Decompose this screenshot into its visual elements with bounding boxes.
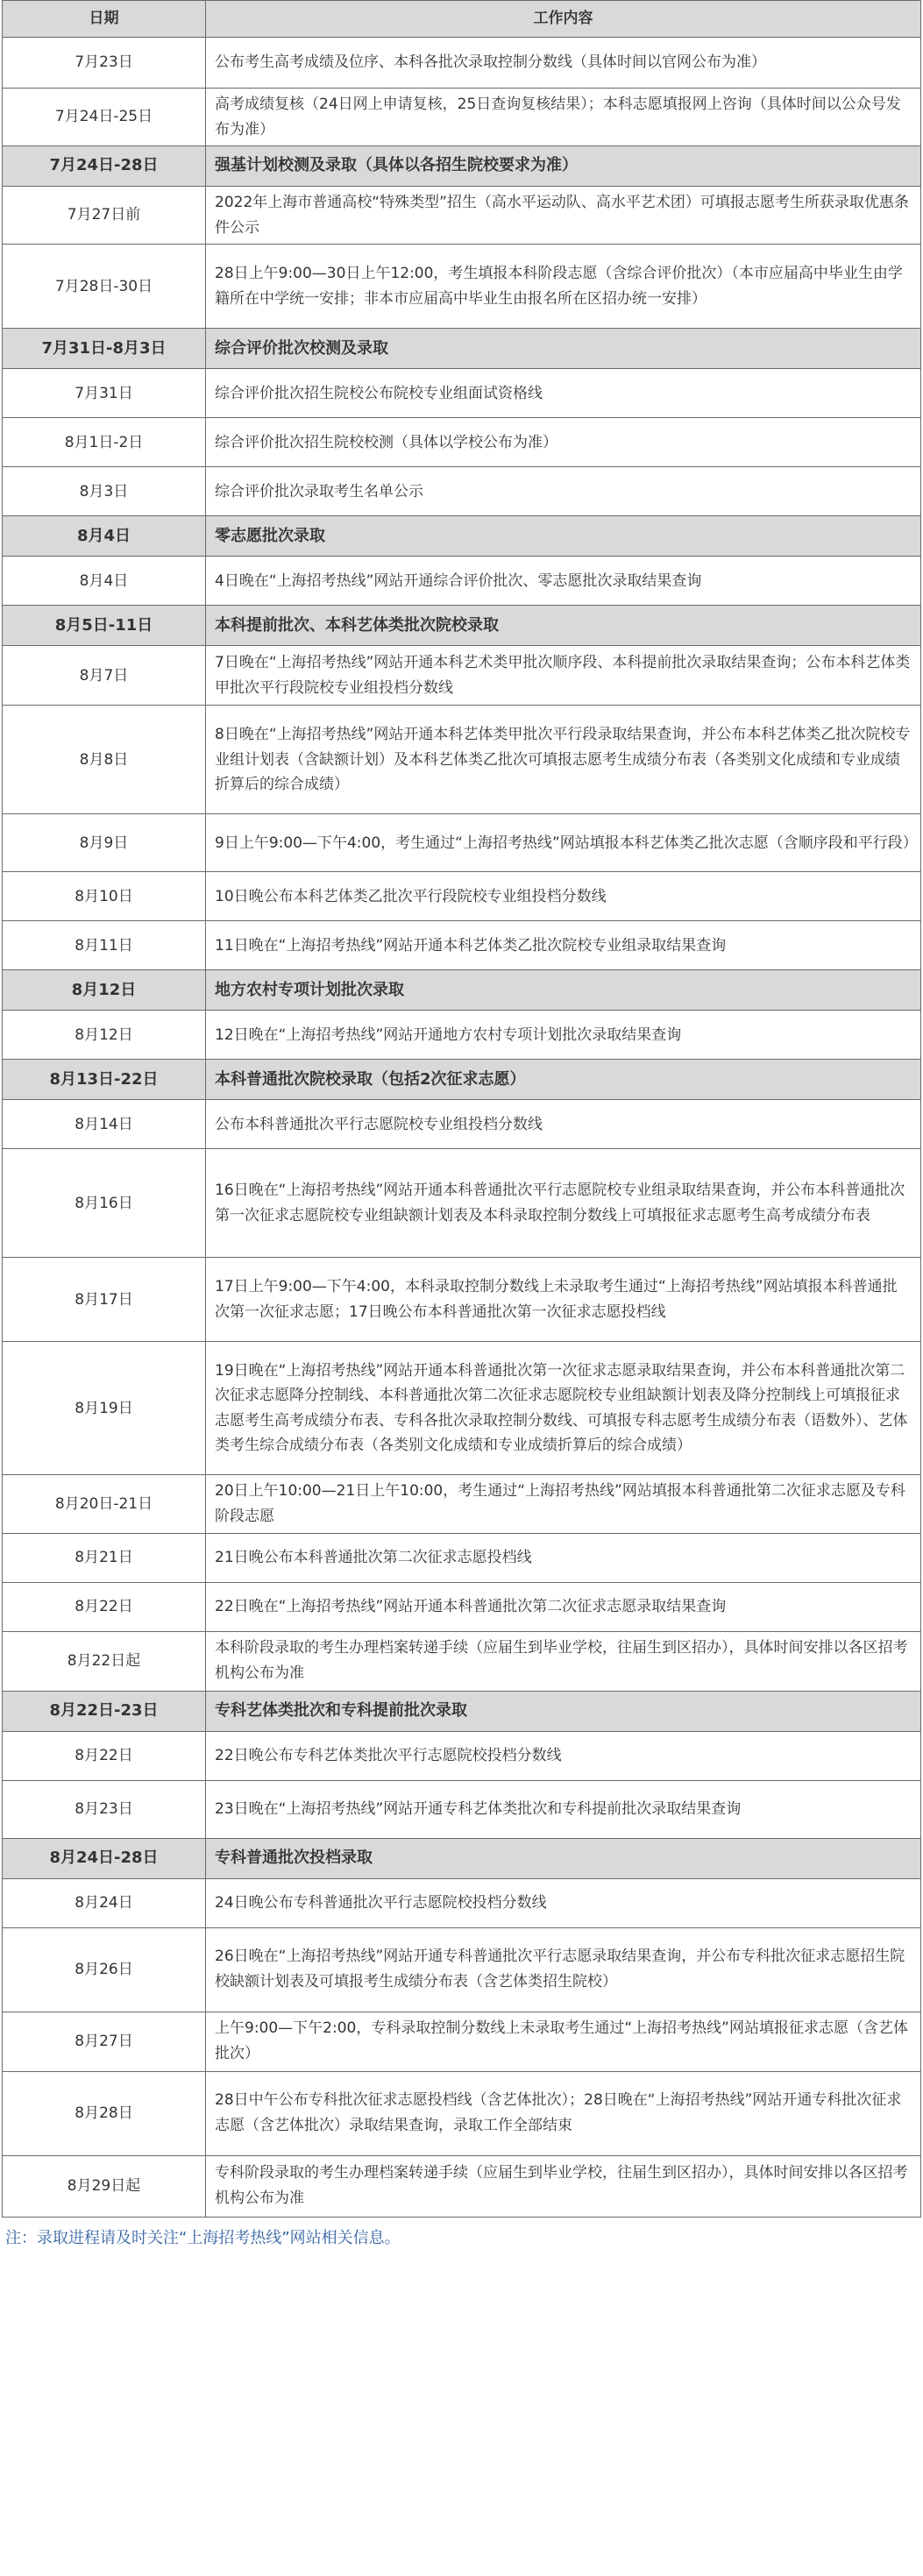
date-cell: 8月19日: [3, 1342, 206, 1475]
content-cell: 地方农村专项计划批次录取: [206, 970, 921, 1011]
content-cell: 26日晚在“上海招考热线”网站开通专科普通批次平行志愿录取结果查询，并公布专科批次征求志愿招生院校缺额计划表及可填报考生成绩分布表（含艺体类招生院校）: [206, 1927, 921, 2012]
table-row: [3, 1258, 921, 1342]
content-cell: 4日晚在“上海招考热线”网站开通综合评价批次、零志愿批次录取结果查询: [206, 557, 921, 606]
table-row: [3, 467, 921, 516]
section-row: [3, 1691, 921, 1731]
content-cell: 19日晚在“上海招考热线”网站开通本科普通批次第一次征求志愿录取结果查询，并公布本科普通批次第二次征求志愿降分控制线、本科普通批次第二次征求志愿院校专业组缺额计划表及降分控制线上可填报征求志愿考生高考成绩分布表、专科各批次录取控制分数线、可填报专科志愿考生成绩分布表（语数外）、艺体类考生综合成绩分布表（各类别文化成绩和专业成绩折算后的综合成绩）: [206, 1342, 921, 1475]
content-cell: 2022年上海市普通高校“特殊类型”招生（高水平运动队、高水平艺术团）可填报志愿考生所获录取优惠条件公示: [206, 187, 921, 245]
date-cell: 7月24日-25日: [3, 89, 206, 146]
section-row: [3, 329, 921, 369]
date-cell: 8月21日: [3, 1533, 206, 1582]
table-row: [3, 2155, 921, 2217]
content-cell: 综合评价批次录取考生名单公示: [206, 467, 921, 516]
table-row: [3, 89, 921, 146]
content-cell: 16日晚在“上海招考热线”网站开通本科普通批次平行志愿院校专业组录取结果查询，并公布本科普通批次第一次征求志愿院校专业组缺额计划表及本科录取控制分数线上可填报征求志愿考生高考成绩分布表: [206, 1149, 921, 1258]
date-cell: 8月3日: [3, 467, 206, 516]
date-cell: 8月12日: [3, 1011, 206, 1060]
content-cell: 17日上午9:00—下午4:00，本科录取控制分数线上未录取考生通过“上海招考热线”网站填报本科普通批次第一次征求志愿；17日晚公布本科普通批次第一次征求志愿投档线: [206, 1258, 921, 1342]
header-date: 日期: [3, 1, 206, 38]
date-cell: 7月28日-30日: [3, 245, 206, 329]
content-cell: 21日晚公布本科普通批次第二次征求志愿投档线: [206, 1533, 921, 1582]
table-row: [3, 1582, 921, 1631]
date-cell: 8月17日: [3, 1258, 206, 1342]
date-cell: 7月31日-8月3日: [3, 329, 206, 369]
table-row: [3, 1149, 921, 1258]
date-cell: 8月1日-2日: [3, 418, 206, 467]
content-cell: 综合评价批次招生院校校测（具体以学校公布为准）: [206, 418, 921, 467]
content-cell: 本科普通批次院校录取（包括2次征求志愿）: [206, 1060, 921, 1100]
content-cell: 24日晚公布专科普通批次平行志愿院校投档分数线: [206, 1878, 921, 1927]
footnote: 注：录取进程请及时关注“上海招考热线”网站相关信息。: [5, 2228, 401, 2247]
table-row: [3, 814, 921, 872]
date-cell: 8月12日: [3, 970, 206, 1011]
date-cell: 8月26日: [3, 1927, 206, 2012]
table-row: [3, 1878, 921, 1927]
date-cell: 8月8日: [3, 706, 206, 814]
date-cell: 8月22日-23日: [3, 1691, 206, 1731]
date-cell: 8月4日: [3, 557, 206, 606]
content-cell: 专科普通批次投档录取: [206, 1838, 921, 1878]
content-cell: 公布本科普通批次平行志愿院校专业组投档分数线: [206, 1100, 921, 1149]
content-cell: 零志愿批次录取: [206, 516, 921, 557]
table-row: [3, 921, 921, 970]
date-cell: 8月7日: [3, 646, 206, 706]
date-cell: 8月22日: [3, 1582, 206, 1631]
table-row: [3, 245, 921, 329]
table-row: [3, 1100, 921, 1149]
date-cell: 8月16日: [3, 1149, 206, 1258]
content-cell: 本科阶段录取的考生办理档案转递手续（应届生到毕业学校，往届生到区招办），具体时间安排以各区招考机构公布为准: [206, 1631, 921, 1691]
date-cell: 8月24日-28日: [3, 1838, 206, 1878]
content-cell: 12日晚在“上海招考热线”网站开通地方农村专项计划批次录取结果查询: [206, 1011, 921, 1060]
content-cell: 11日晚在“上海招考热线”网站开通本科艺体类乙批次院校专业组录取结果查询: [206, 921, 921, 970]
content-cell: 20日上午10:00—21日上午10:00，考生通过“上海招考热线”网站填报本科普通批第二次征求志愿及专科阶段志愿: [206, 1475, 921, 1533]
table-row: [3, 1533, 921, 1582]
table-row: [3, 557, 921, 606]
section-row: [3, 516, 921, 557]
table-row: [3, 1011, 921, 1060]
content-cell: 10日晚公布本科艺体类乙批次平行段院校专业组投档分数线: [206, 872, 921, 921]
section-row: [3, 970, 921, 1011]
date-cell: 8月4日: [3, 516, 206, 557]
date-cell: 7月23日: [3, 38, 206, 89]
date-cell: 8月27日: [3, 2012, 206, 2071]
date-cell: 7月31日: [3, 369, 206, 418]
table-row: [3, 872, 921, 921]
content-cell: 28日中午公布专科批次征求志愿投档线（含艺体批次）；28日晚在“上海招考热线”网站开通专科批次征求志愿（含艺体批次）录取结果查询，录取工作全部结束: [206, 2071, 921, 2155]
date-cell: 8月11日: [3, 921, 206, 970]
table-row: [3, 1342, 921, 1475]
content-cell: 专科阶段录取的考生办理档案转递手续（应届生到毕业学校，往届生到区招办），具体时间安排以各区招考机构公布为准: [206, 2155, 921, 2217]
content-cell: 综合评价批次校测及录取: [206, 329, 921, 369]
date-cell: 8月24日: [3, 1878, 206, 1927]
date-cell: 8月29日起: [3, 2155, 206, 2217]
content-cell: 高考成绩复核（24日网上申请复核，25日查询复核结果）；本科志愿填报网上咨询（具体时间以公众号发布为准）: [206, 89, 921, 146]
date-cell: 8月23日: [3, 1780, 206, 1838]
date-cell: 8月10日: [3, 872, 206, 921]
table-header-row: [3, 1, 921, 38]
content-cell: 8日晚在“上海招考热线”网站开通本科艺体类甲批次平行段录取结果查询，并公布本科艺体类乙批次院校专业组计划表（含缺额计划）及本科艺体类乙批次可填报志愿考生成绩分布表（各类别文化成绩和专业成绩折算后的综合成绩）: [206, 706, 921, 814]
content-cell: 公布考生高考成绩及位序、本科各批次录取控制分数线（具体时间以官网公布为准）: [206, 38, 921, 89]
date-cell: 8月22日起: [3, 1631, 206, 1691]
date-cell: 8月13日-22日: [3, 1060, 206, 1100]
admission-schedule-table: [2, 0, 921, 2218]
content-cell: 22日晚公布专科艺体类批次平行志愿院校投档分数线: [206, 1731, 921, 1780]
content-cell: 本科提前批次、本科艺体类批次院校录取: [206, 606, 921, 646]
section-row: [3, 146, 921, 187]
table-row: [3, 1631, 921, 1691]
table-row: [3, 1475, 921, 1533]
table-row: [3, 38, 921, 89]
table-row: [3, 1731, 921, 1780]
table-row: [3, 418, 921, 467]
content-cell: 上午9:00—下午2:00，专科录取控制分数线上未录取考生通过“上海招考热线”网站填报征求志愿（含艺体批次）: [206, 2012, 921, 2071]
date-cell: 8月9日: [3, 814, 206, 872]
table-row: [3, 187, 921, 245]
table-body: [3, 38, 921, 2218]
section-row: [3, 606, 921, 646]
section-row: [3, 1060, 921, 1100]
date-cell: 7月27日前: [3, 187, 206, 245]
header-content: 工作内容: [206, 1, 921, 38]
table-row: [3, 706, 921, 814]
section-row: [3, 1838, 921, 1878]
table-row: [3, 1927, 921, 2012]
table-row: [3, 2012, 921, 2071]
table-row: [3, 646, 921, 706]
table-row: [3, 369, 921, 418]
content-cell: 22日晚在“上海招考热线”网站开通本科普通批次第二次征求志愿录取结果查询: [206, 1582, 921, 1631]
table-row: [3, 2071, 921, 2155]
table-row: [3, 1780, 921, 1838]
date-cell: 8月14日: [3, 1100, 206, 1149]
date-cell: 8月20日-21日: [3, 1475, 206, 1533]
content-cell: 综合评价批次招生院校公布院校专业组面试资格线: [206, 369, 921, 418]
date-cell: 8月22日: [3, 1731, 206, 1780]
content-cell: 7日晚在“上海招考热线”网站开通本科艺术类甲批次顺序段、本科提前批次录取结果查询；公布本科艺体类甲批次平行段院校专业组投档分数线: [206, 646, 921, 706]
content-cell: 28日上午9:00—30日上午12:00，考生填报本科阶段志愿（含综合评价批次）（本市应届高中毕业生由学籍所在中学统一安排；非本市应届高中毕业生由报名所在区招办统一安排）: [206, 245, 921, 329]
content-cell: 23日晚在“上海招考热线”网站开通专科艺体类批次和专科提前批次录取结果查询: [206, 1780, 921, 1838]
date-cell: 8月28日: [3, 2071, 206, 2155]
content-cell: 9日上午9:00—下午4:00，考生通过“上海招考热线”网站填报本科艺体类乙批次志愿（含顺序段和平行段）: [206, 814, 921, 872]
content-cell: 强基计划校测及录取（具体以各招生院校要求为准）: [206, 146, 921, 187]
date-cell: 7月24日-28日: [3, 146, 206, 187]
date-cell: 8月5日-11日: [3, 606, 206, 646]
content-cell: 专科艺体类批次和专科提前批次录取: [206, 1691, 921, 1731]
